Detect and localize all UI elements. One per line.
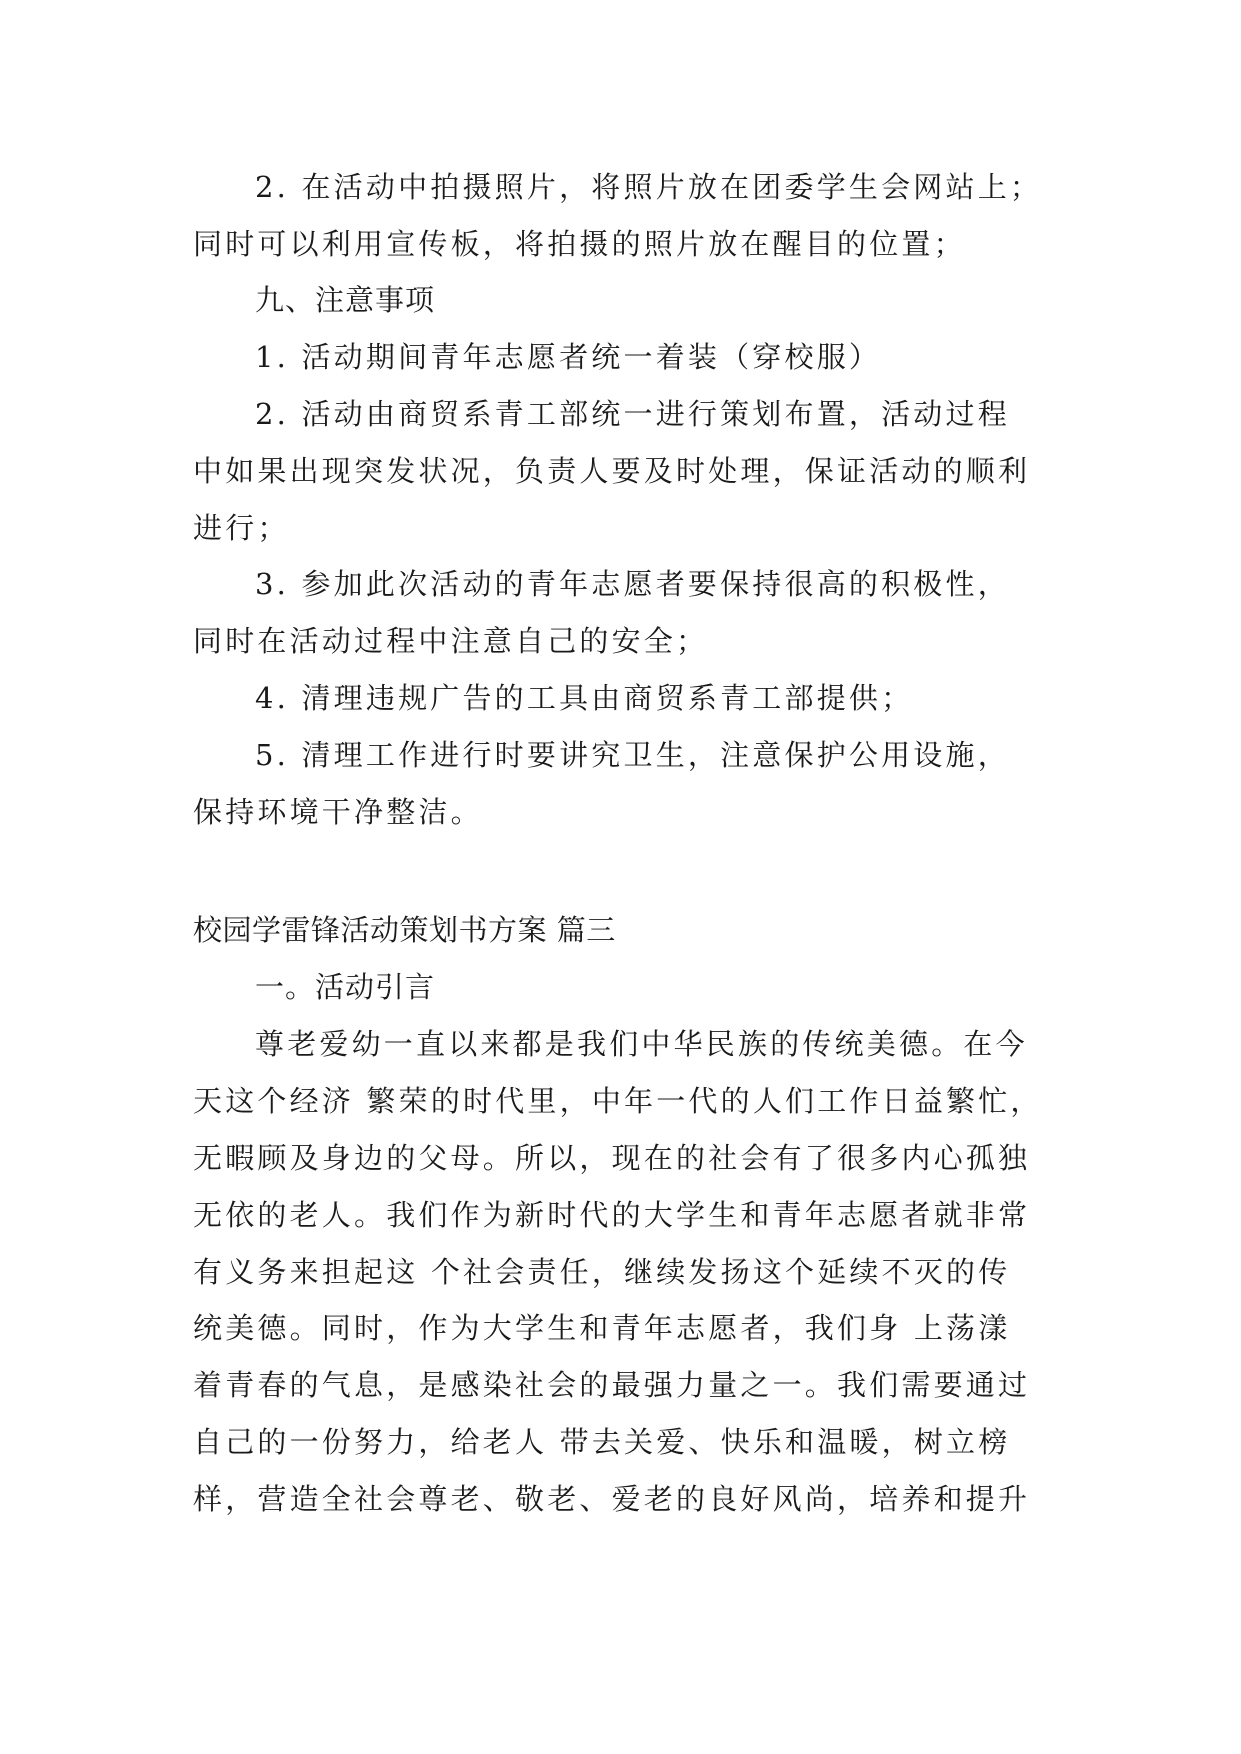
text-line: 中如果出现突发状况，负责人要及时处理，保证活动的顺利 [193, 454, 1031, 488]
text-line: 保持环境干净整洁。 [193, 795, 483, 829]
section-heading: 一。活动引言 [255, 970, 436, 1004]
text-line: 2. 在活动中拍摄照片，将照片放在团委学生会网站上； [255, 170, 1043, 204]
text-line: 有义务来担起这 个社会责任，继续发扬这个延续不灭的传 [193, 1255, 1011, 1289]
text-line: 着青春的气息，是感染社会的最强力量之一。我们需要通过 [193, 1368, 1031, 1402]
text-line: 无暇顾及身边的父母。所以，现在的社会有了很多内心孤独 [193, 1141, 1031, 1175]
text-line: 2. 活动由商贸系青工部统一进行策划布置，活动过程 [255, 397, 1010, 431]
text-line: 样，营造全社会尊老、敬老、爱老的良好风尚，培养和提升 [193, 1482, 1031, 1516]
text-line: 进行； [193, 511, 290, 545]
section-title: 校园学雷锋活动策划书方案 篇三 [193, 913, 616, 947]
section-heading: 九、注意事项 [255, 283, 436, 317]
text-line: 尊老爱幼一直以来都是我们中华民族的传统美德。在今 [255, 1027, 1028, 1061]
text-line: 5. 清理工作进行时要讲究卫生，注意保护公用设施， [255, 738, 1010, 772]
text-line: 同时在活动过程中注意自己的安全； [193, 624, 709, 658]
text-line: 1. 活动期间青年志愿者统一着装（穿校服） [255, 340, 882, 374]
text-line: 4. 清理违规广告的工具由商贸系青工部提供； [255, 681, 914, 715]
text-line: 3. 参加此次活动的青年志愿者要保持很高的积极性， [255, 567, 1010, 601]
text-line: 统美德。同时，作为大学生和青年志愿者，我们身 上荡漾 [193, 1311, 1011, 1345]
text-line: 同时可以利用宣传板，将拍摄的照片放在醒目的位置； [193, 227, 966, 261]
text-line: 自己的一份努力，给老人 带去关爱、快乐和温暖，树立榜 [193, 1425, 1011, 1459]
text-line: 无依的老人。我们作为新时代的大学生和青年志愿者就非常 [193, 1198, 1031, 1232]
text-line: 天这个经济 繁荣的时代里，中年一代的人们工作日益繁忙， [193, 1084, 1043, 1118]
